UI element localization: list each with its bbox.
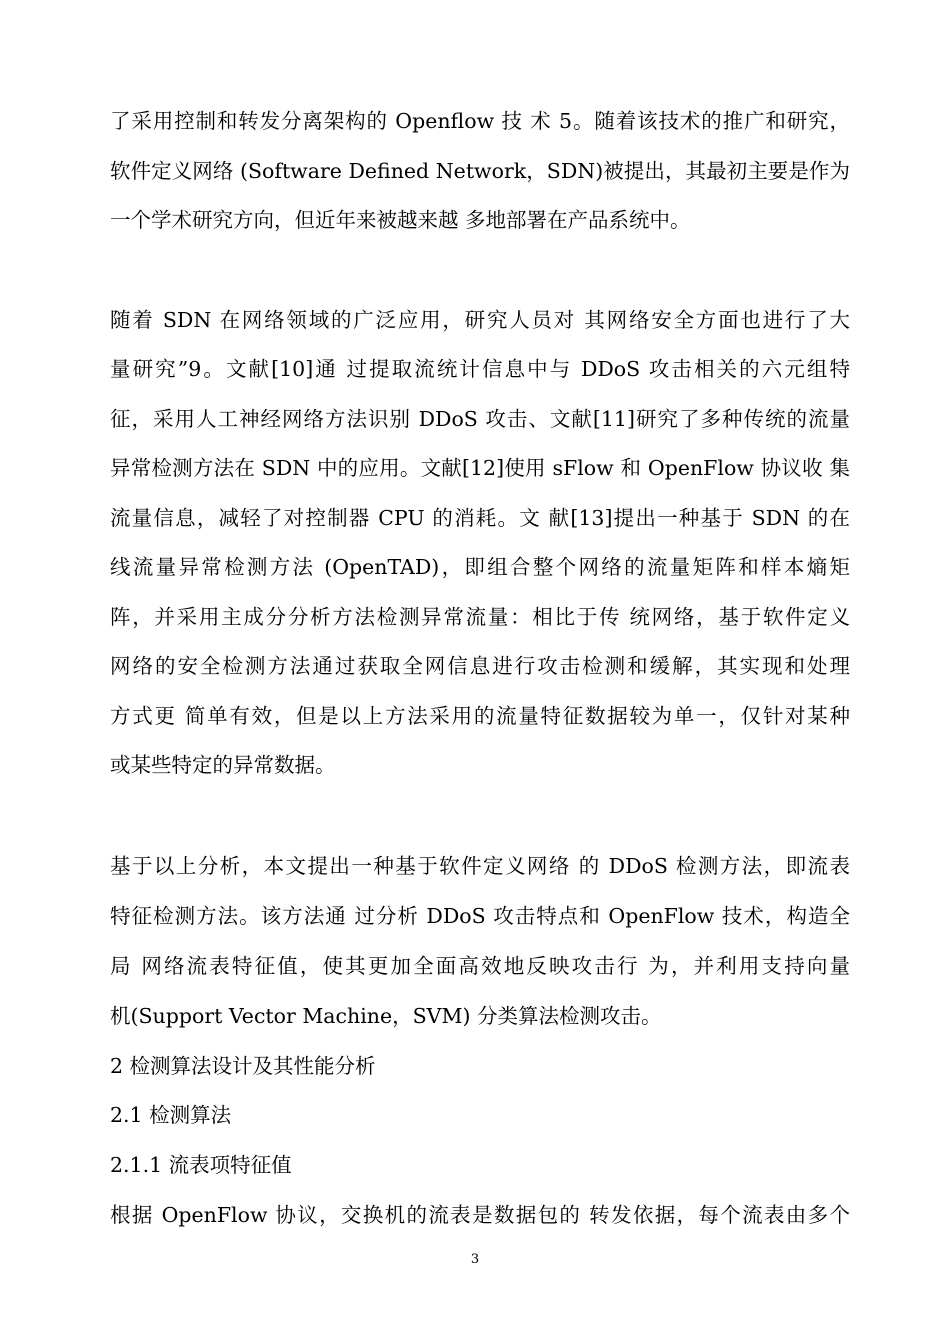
text-line: 机(Support Vector Machine，SVM) 分类算法检测攻击。: [110, 1004, 662, 1028]
text-line: 根据 OpenFlow 协议，交换机的流表是数据包的 转发依据，每个流表由多个: [110, 1203, 850, 1227]
text-line: 量研究”9。文献[10]通 过提取流统计信息中与 DDoS 攻击相关的六元组特: [110, 357, 850, 381]
text-line: 了采用控制和转发分离架构的 Openflow 技 术 5。随着该技术的推广和研究，: [110, 109, 850, 133]
subsection-heading: 2.1 检测算法: [110, 1103, 232, 1127]
text-line: 随着 SDN 在网络领域的广泛应用，研究人员对 其网络安全方面也进行了大: [110, 308, 850, 332]
text-line: 基于以上分析，本文提出一种基于软件定义网络 的 DDoS 检测方法，即流表: [110, 854, 850, 878]
text-line: 阵，并采用主成分分析方法检测异常流量：相比于传 统网络，基于软件定义: [110, 605, 850, 629]
text-line: 异常检测方法在 SDN 中的应用。文献[12]使用 sFlow 和 OpenFlow 协议收 集: [110, 456, 850, 480]
text-line: 一个学术研究方向，但近年来被越来越 多地部署在产品系统中。: [110, 208, 691, 232]
text-line: 局 网络流表特征值，使其更加全面高效地反映攻击行 为，并利用支持向量: [110, 954, 850, 978]
text-line: 特征检测方法。该方法通 过分析 DDoS 攻击特点和 OpenFlow 技术，构造全: [110, 904, 850, 928]
subsubsection-heading: 2.1.1 流表项特征值: [110, 1153, 292, 1177]
text-line: 流量信息，减轻了对控制器 CPU 的消耗。文 献[13]提出一种基于 SDN 的在: [110, 506, 850, 530]
text-line: 软件定义网络 (Software Defined Network，SDN)被提出，其最初主要是作为: [110, 159, 850, 183]
page-number: 3: [470, 1252, 480, 1267]
text-line: 方式更 简单有效，但是以上方法采用的流量特征数据较为单一，仅针对某种: [110, 704, 850, 728]
text-line: 或某些特定的异常数据。: [110, 753, 336, 777]
section-heading: 2 检测算法设计及其性能分析: [110, 1054, 376, 1078]
text-line: 网络的安全检测方法通过获取全网信息进行攻击检测和缓解，其实现和处理: [110, 654, 850, 678]
text-line: 线流量异常检测方法 (OpenTAD)，即组合整个网络的流量矩阵和样本熵矩: [110, 555, 850, 579]
text-line: 征，采用人工神经网络方法识别 DDoS 攻击、文献[11]研究了多种传统的流量: [110, 407, 850, 431]
